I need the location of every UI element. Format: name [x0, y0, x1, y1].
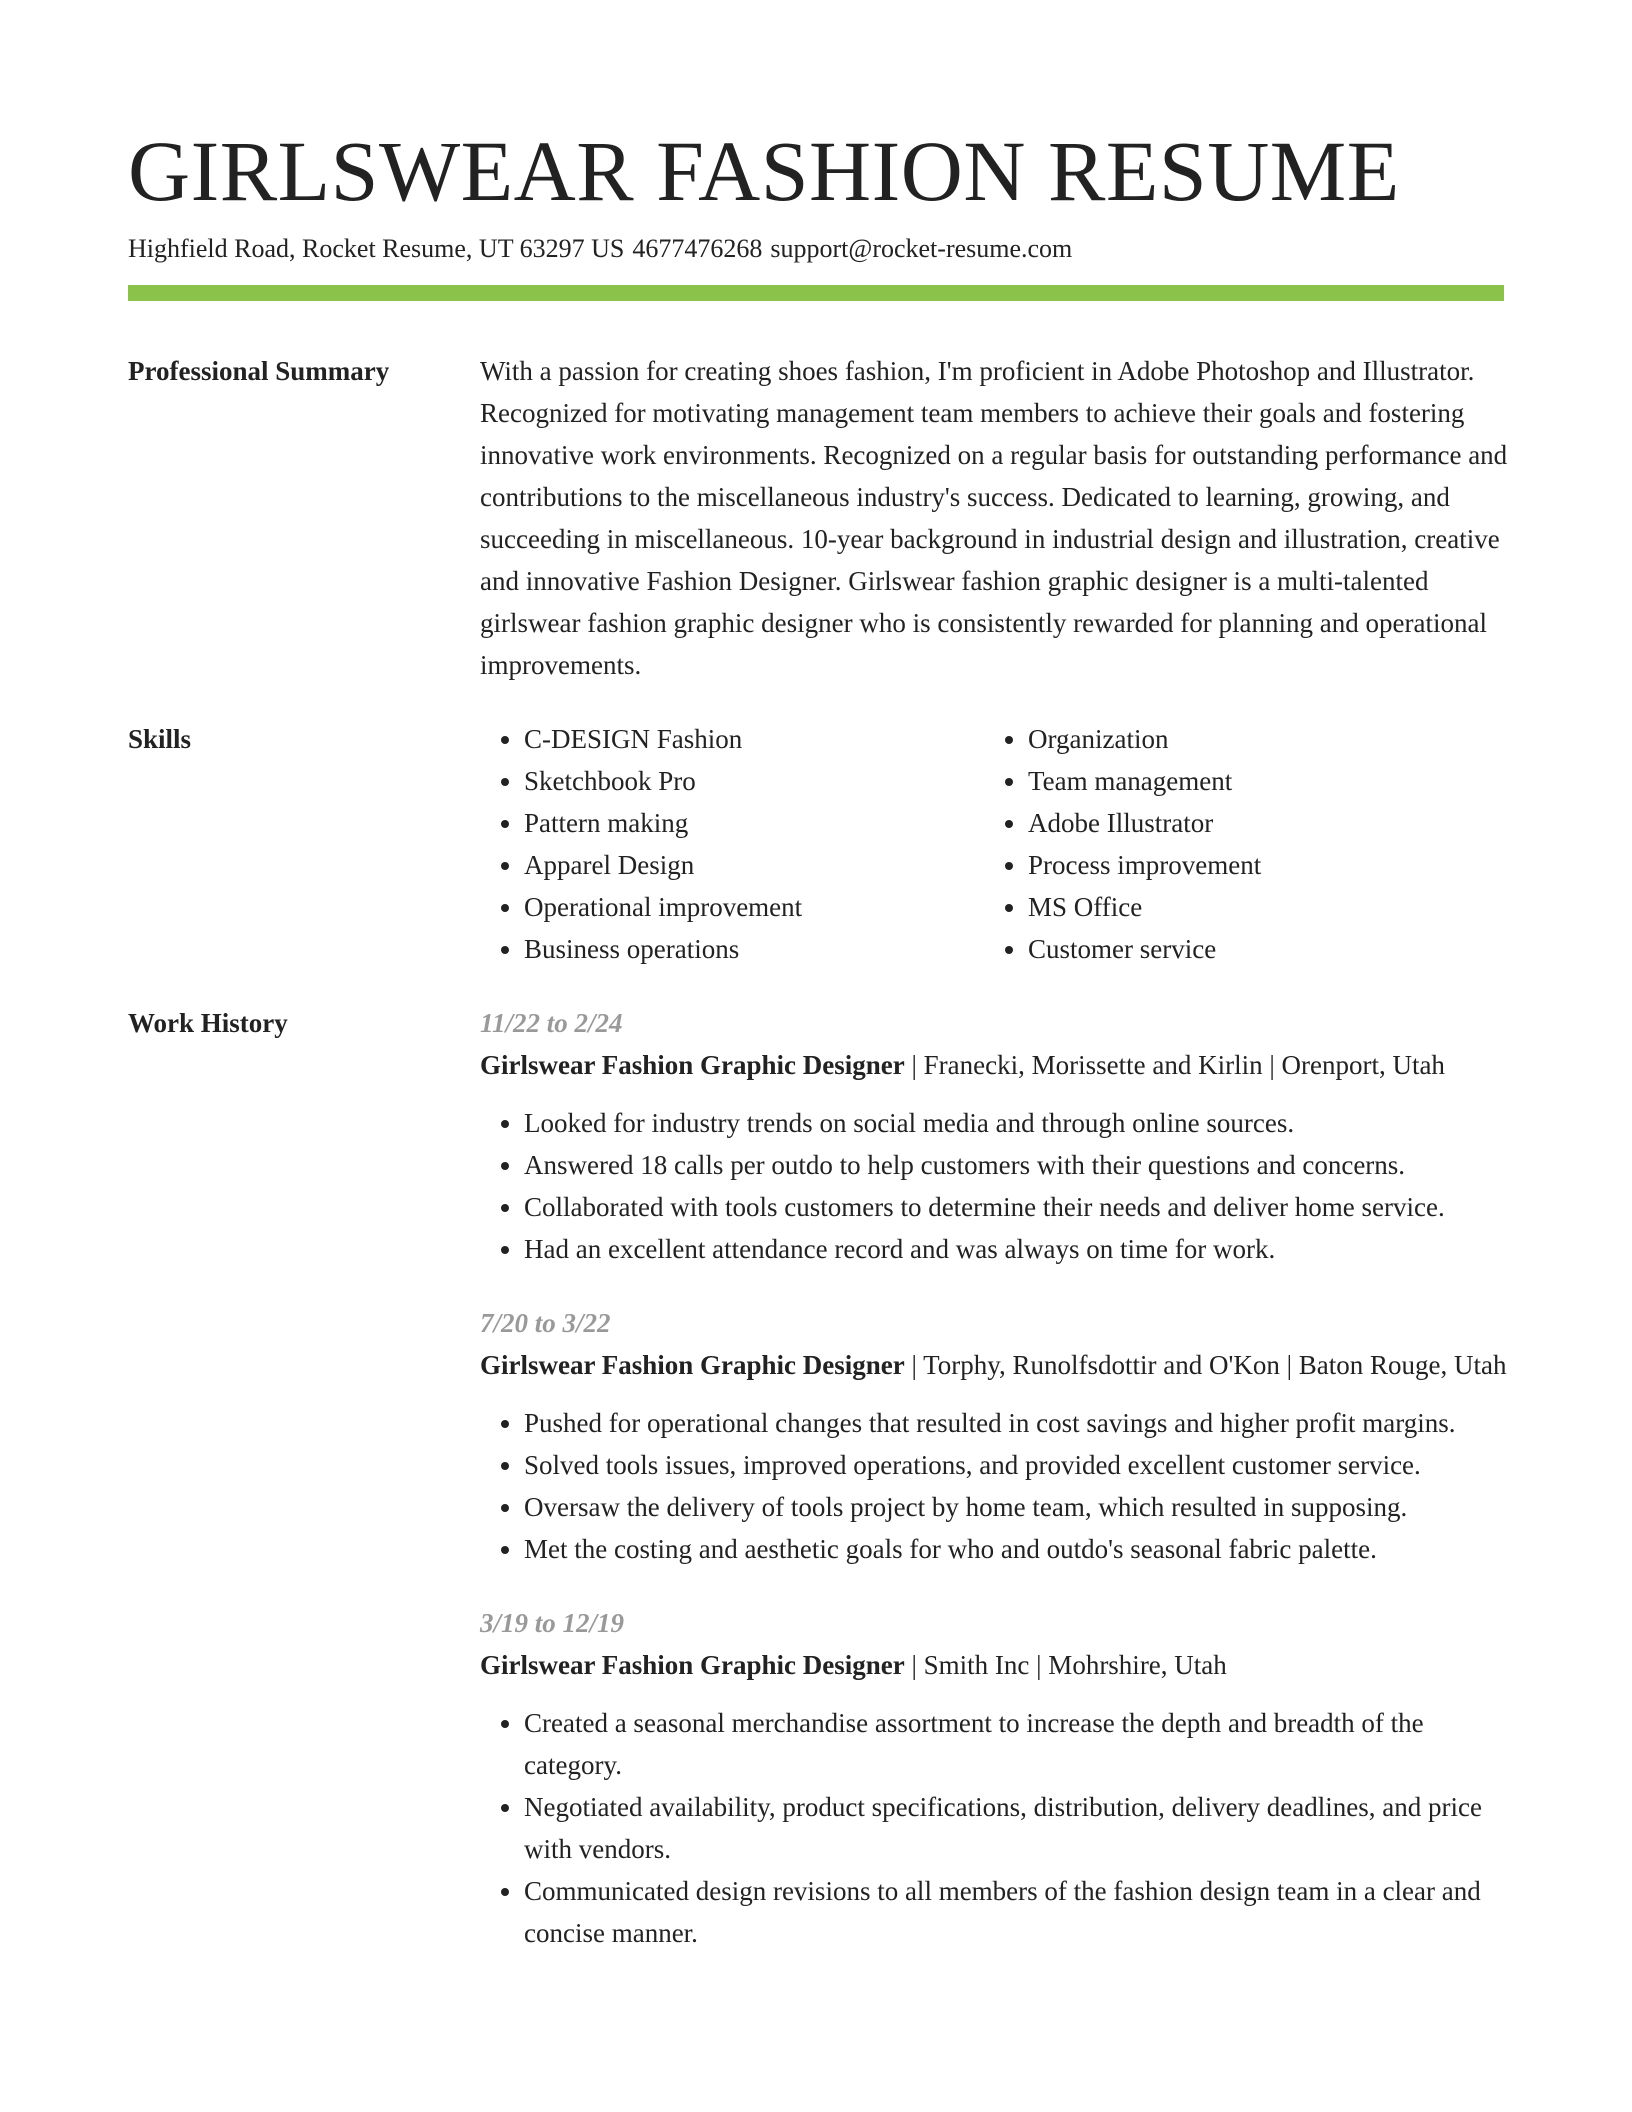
- job-bullet: • Met the costing and aesthetic goals for who and outdo's seasonal fabric palette.: [524, 1528, 1510, 1570]
- job-employer-location: | Torphy, Runolfsdottir and O'Kon | Baton Rouge, Utah: [904, 1350, 1507, 1380]
- section-label-summary: Professional Summary: [128, 356, 390, 386]
- skill-item: • Business operations: [524, 928, 984, 970]
- job-dates: 3/19 to 12/19: [480, 1608, 625, 1638]
- summary-text: With a passion for creating shoes fashion, I'm proficient in Adobe Photoshop and Illustrator. Recognized for motivating management team members to achieve their goals and fostering innovative work environments. Recognized on a regular basis for outstanding performance and contributions to the miscellaneous industry's success. Dedicated to learning, growing, and succeeding in miscellaneous. 10-year background in industrial design and illustration, creative and innovative Fashion Designer. Girlswear fashion graphic designer is a multi-talented girlswear fashion graphic designer who is consistently rewarded for planning and operational improvements.: [480, 356, 1508, 680]
- job-bullet: • Answered 18 calls per outdo to help customers with their questions and concerns.: [524, 1144, 1510, 1186]
- skill-item: • Sketchbook Pro: [524, 760, 984, 802]
- summary-body: [480, 350, 1510, 686]
- job-heading: [480, 1044, 1510, 1086]
- section-label-skills: Skills: [128, 724, 192, 754]
- job-bullet: • Solved tools issues, improved operations, and provided excellent customer service.: [524, 1444, 1510, 1486]
- job-bullets: [480, 1402, 1510, 1570]
- job-dates: 7/20 to 3/22: [480, 1308, 611, 1338]
- job-title: Girlswear Fashion Graphic Designer: [480, 1350, 905, 1380]
- contact-line: [128, 229, 1080, 269]
- job-bullets: [480, 1702, 1510, 1954]
- job-bullet: • Negotiated availability, product specifications, distribution, delivery deadlines, and price with vendors.: [524, 1786, 1510, 1870]
- skill-item: • Team management: [1028, 760, 1488, 802]
- skill-item: • Operational improvement: [524, 886, 984, 928]
- skill-item: • Process improvement: [1028, 844, 1488, 886]
- job-heading: [480, 1344, 1510, 1386]
- job-entry: [480, 1302, 1510, 1570]
- skill-item: • Adobe Illustrator: [1028, 802, 1488, 844]
- job-bullet: • Communicated design revisions to all members of the fashion design team in a clear and concise manner.: [524, 1870, 1510, 1954]
- job-bullet: • Collaborated with tools customers to determine their needs and deliver home service.: [524, 1186, 1510, 1228]
- contact-phone: 4677476268: [632, 234, 763, 263]
- skill-item: • MS Office: [1028, 886, 1488, 928]
- job-employer-location: | Franecki, Morissette and Kirlin | Orenport, Utah: [904, 1050, 1445, 1080]
- skill-item: • C-DESIGN Fashion: [524, 718, 984, 760]
- skill-item: • Organization: [1028, 718, 1488, 760]
- skill-item: • Apparel Design: [524, 844, 984, 886]
- job-bullet: • Pushed for operational changes that resulted in cost savings and higher profit margins.: [524, 1402, 1510, 1444]
- job-entry: [480, 1002, 1510, 1270]
- job-heading: [480, 1644, 1510, 1686]
- contact-address: Highfield Road, Rocket Resume, UT 63297 US: [128, 234, 625, 263]
- contact-email: support@rocket-resume.com: [770, 234, 1073, 263]
- job-entry: [480, 1602, 1510, 1954]
- skills-list-right: [984, 718, 1488, 970]
- job-bullet: • Looked for industry trends on social media and through online sources.: [524, 1102, 1510, 1144]
- header-divider: [128, 285, 1504, 301]
- job-bullet: • Oversaw the delivery of tools project by home team, which resulted in supposing.: [524, 1486, 1510, 1528]
- job-title: Girlswear Fashion Graphic Designer: [480, 1650, 905, 1680]
- skills-list-left: [480, 718, 984, 970]
- job-dates: 11/22 to 2/24: [480, 1008, 623, 1038]
- work-history-body: [480, 1002, 1510, 1986]
- job-employer-location: | Smith Inc | Mohrshire, Utah: [904, 1650, 1227, 1680]
- skills-body: [480, 718, 1510, 970]
- skill-item: • Pattern making: [524, 802, 984, 844]
- skill-item: • Customer service: [1028, 928, 1488, 970]
- job-bullets: [480, 1102, 1510, 1270]
- resume-title: GIRLSWEAR FASHION RESUME: [128, 123, 1400, 219]
- job-title: Girlswear Fashion Graphic Designer: [480, 1050, 905, 1080]
- job-bullet: • Created a seasonal merchandise assortment to increase the depth and breadth of the category.: [524, 1702, 1510, 1786]
- job-bullet: • Had an excellent attendance record and was always on time for work.: [524, 1228, 1510, 1270]
- section-label-work-history: Work History: [128, 1008, 288, 1038]
